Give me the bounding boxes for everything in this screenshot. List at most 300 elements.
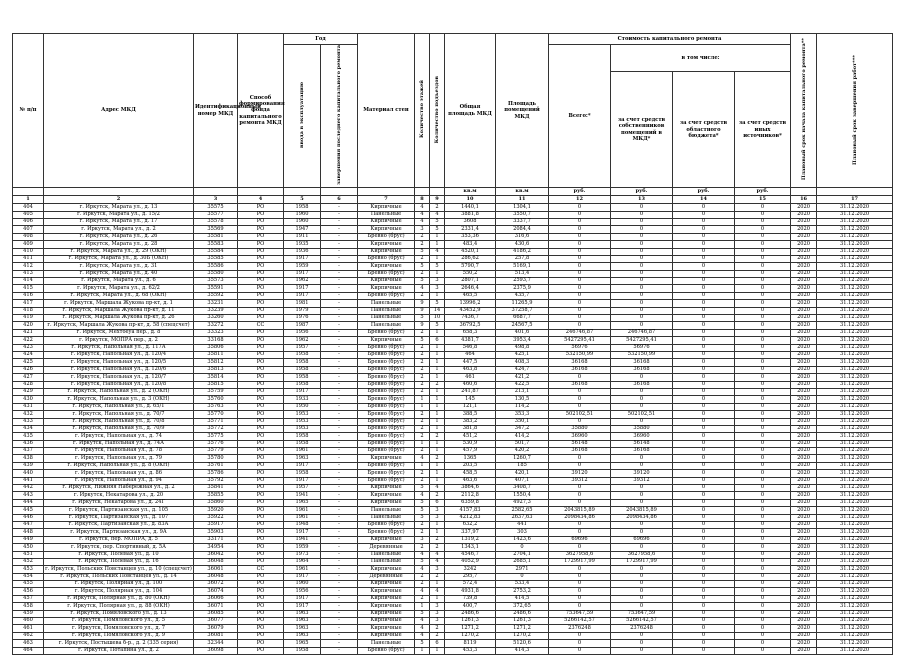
row-id: 35771 xyxy=(194,418,238,425)
row-other-funds: 0 xyxy=(735,492,791,499)
row-other-funds: 0 xyxy=(735,440,791,447)
row-year-built: 1917 xyxy=(284,270,321,277)
row-wall-material: Панельные xyxy=(358,514,415,521)
row-entrances: 3 xyxy=(430,610,445,617)
row-premises-area: 3408,7 xyxy=(496,485,549,492)
header-year-last-repair: завершения последнего капитального ремонта xyxy=(321,45,358,188)
header-other-funds: за счет средств иных источников* xyxy=(735,72,791,188)
column-number: 17 xyxy=(817,196,893,204)
row-id: 36061 xyxy=(194,566,238,573)
row-fund-method: РО xyxy=(238,300,284,307)
row-wall-material: Бревно (брус) xyxy=(358,381,415,388)
row-floors: 2 xyxy=(415,381,430,388)
row-id: 32344 xyxy=(194,640,238,647)
row-year-built: 1981 xyxy=(284,300,321,307)
row-floors: 2 xyxy=(415,433,430,440)
row-floors: 1 xyxy=(415,403,430,410)
row-wall-material: Кирпичные xyxy=(358,337,415,344)
row-wall-material: Кирпичные xyxy=(358,241,415,248)
row-planned-end: 31.12.2020 xyxy=(817,344,893,351)
row-regional-funds: 0 xyxy=(673,285,735,292)
row-entrances: 4 xyxy=(430,211,445,218)
row-year-built: 1957 xyxy=(284,344,321,351)
row-entrances: 3 xyxy=(430,285,445,292)
row-year-built: 1959 xyxy=(284,544,321,551)
row-owners-funds: 3627958,6 xyxy=(611,551,673,558)
row-id: 35806 xyxy=(194,344,238,351)
row-regional-funds: 0 xyxy=(673,278,735,285)
row-premises-area: 2084,4 xyxy=(496,226,549,233)
row-entrances: 1 xyxy=(430,647,445,654)
row-regional-funds: 0 xyxy=(673,573,735,580)
header-floors: Количество этажей xyxy=(415,34,430,188)
row-address: г. Иркутск, Потапина ул., д. 2 xyxy=(44,647,194,654)
row-owners-funds: 0 xyxy=(611,248,673,255)
table-row xyxy=(13,499,893,506)
row-floors: 5 xyxy=(415,514,430,521)
row-wall-material: Кирпичные xyxy=(358,285,415,292)
row-total-area: 460,6 xyxy=(445,381,496,388)
row-wall-material: Кирпичные xyxy=(358,603,415,610)
row-address: г. Иркутск, Марата ул., д. 28 xyxy=(44,241,194,248)
row-total-area: 400,7 xyxy=(445,603,496,610)
row-wall-material: Кирпичные xyxy=(358,588,415,595)
row-id: 33171 xyxy=(194,536,238,543)
row-total-area: 530,9 xyxy=(445,440,496,447)
row-entrances: 5 xyxy=(430,226,445,233)
row-id: 36077 xyxy=(194,618,238,625)
table-row xyxy=(13,241,893,248)
row-total-cost: 1729917,99 xyxy=(549,558,611,565)
row-address: г. Иркутск, Полевая ул., д. 16 xyxy=(44,558,194,565)
row-number: 409 xyxy=(13,241,44,248)
row-entrances: 1 xyxy=(430,233,445,240)
row-address: г. Иркутск, Помяловского ул., д. 9 xyxy=(44,632,194,639)
row-regional-funds: 0 xyxy=(673,529,735,536)
column-number: 11 xyxy=(496,196,549,204)
header-num: № п/п xyxy=(13,34,44,188)
row-planned-end: 31.12.2020 xyxy=(817,307,893,314)
row-floors: 5 xyxy=(415,263,430,270)
row-owners-funds: 0 xyxy=(611,455,673,462)
row-total-cost: 0 xyxy=(549,492,611,499)
row-fund-method: РО xyxy=(238,507,284,514)
row-id: 35580 xyxy=(194,270,238,277)
row-address: г. Иркутск, Напольная ул., д. 120/7 xyxy=(44,374,194,381)
row-other-funds: 0 xyxy=(735,581,791,588)
row-wall-material: Кирпичные xyxy=(358,536,415,543)
row-fund-method: РО xyxy=(238,514,284,521)
row-regional-funds: 0 xyxy=(673,263,735,270)
row-planned-end: 31.12.2020 xyxy=(817,204,893,211)
row-total-cost: 0 xyxy=(549,218,611,225)
row-id: 35584 xyxy=(194,248,238,255)
row-planned-start: 2020 xyxy=(791,255,817,262)
row-number: 419 xyxy=(13,315,44,322)
table-row xyxy=(13,366,893,373)
row-fund-method: РО xyxy=(238,285,284,292)
row-planned-end: 31.12.2020 xyxy=(817,381,893,388)
row-other-funds: 0 xyxy=(735,485,791,492)
row-address: г. Иркутск, Полярная ул., д. 104 xyxy=(44,588,194,595)
row-entrances: 2 xyxy=(430,536,445,543)
row-regional-funds: 0 xyxy=(673,507,735,514)
row-address: г. Иркутск, Помяловского ул., д. 5 xyxy=(44,618,194,625)
row-total-cost: 0 xyxy=(549,573,611,580)
table-row xyxy=(13,492,893,499)
row-fund-method: РО xyxy=(238,204,284,211)
row-year-built: 1917 xyxy=(284,462,321,469)
row-total-area: 381,8 xyxy=(445,425,496,432)
row-planned-end: 31.12.2020 xyxy=(817,315,893,322)
row-address: г. Иркутск, Полярная ул., д. 80 (ОКН) xyxy=(44,595,194,602)
row-number: 447 xyxy=(13,521,44,528)
row-total-area: 3864,6 xyxy=(445,485,496,492)
column-number: 4 xyxy=(238,196,284,204)
row-planned-start: 2020 xyxy=(791,344,817,351)
row-year-repair: - xyxy=(321,618,358,625)
row-owners-funds: 0 xyxy=(611,632,673,639)
row-year-repair: - xyxy=(321,529,358,536)
row-total-area: 121,1 xyxy=(445,403,496,410)
row-entrances: 1 xyxy=(430,581,445,588)
row-regional-funds: 0 xyxy=(673,536,735,543)
row-entrances: 1 xyxy=(430,270,445,277)
row-premises-area: 1260,7 xyxy=(496,455,549,462)
row-floors: 2 xyxy=(415,477,430,484)
row-total-cost: 0 xyxy=(549,307,611,314)
row-owners-funds: 2043815,89 xyxy=(611,507,673,514)
row-premises-area: 353,3 xyxy=(496,411,549,418)
row-address: г. Иркутск, Напольная ул., д. 94 xyxy=(44,477,194,484)
row-total-area: 353,36 xyxy=(445,233,496,240)
row-planned-end: 31.12.2020 xyxy=(817,396,893,403)
row-fund-method: РО xyxy=(238,603,284,610)
row-number: 448 xyxy=(13,529,44,536)
row-wall-material: Панельные xyxy=(358,322,415,329)
row-planned-start: 2020 xyxy=(791,300,817,307)
row-year-repair: - xyxy=(321,241,358,248)
row-regional-funds: 0 xyxy=(673,329,735,336)
row-other-funds: 0 xyxy=(735,425,791,432)
row-planned-end: 31.12.2020 xyxy=(817,536,893,543)
row-floors: 4 xyxy=(415,211,430,218)
column-number: 16 xyxy=(791,196,817,204)
row-address: г. Иркутск, Польских Повстанцев ул., д. 14 xyxy=(44,573,194,580)
row-year-built: 1911 xyxy=(284,233,321,240)
row-fund-method: РО xyxy=(238,640,284,647)
row-number: 430 xyxy=(13,396,44,403)
row-wall-material: Бревно (брус) xyxy=(358,418,415,425)
table-row xyxy=(13,270,893,277)
row-planned-end: 31.12.2020 xyxy=(817,322,893,329)
row-address: г. Иркутск, Полевая ул., д. 10 xyxy=(44,551,194,558)
row-owners-funds: 0 xyxy=(611,270,673,277)
row-planned-end: 31.12.2020 xyxy=(817,499,893,506)
row-regional-funds: 0 xyxy=(673,566,735,573)
row-year-built: 1962 xyxy=(284,278,321,285)
row-planned-end: 31.12.2020 xyxy=(817,329,893,336)
row-floors: 5 xyxy=(415,278,430,285)
row-fund-method: РО xyxy=(238,218,284,225)
row-premises-area: 1550,4 xyxy=(496,492,549,499)
row-total-cost: 0 xyxy=(549,455,611,462)
row-planned-start: 2020 xyxy=(791,610,817,617)
row-year-built: 1987 xyxy=(284,322,321,329)
row-planned-end: 31.12.2020 xyxy=(817,374,893,381)
row-year-repair: - xyxy=(321,337,358,344)
row-total-area: 1365 xyxy=(445,455,496,462)
row-premises-area: 435,7 xyxy=(496,292,549,299)
row-id: 35770 xyxy=(194,411,238,418)
row-total-area: 465,5 xyxy=(445,292,496,299)
header-including: в том числе: xyxy=(611,45,791,72)
row-premises-area: 2971 xyxy=(496,566,549,573)
row-regional-funds: 0 xyxy=(673,492,735,499)
row-year-repair: - xyxy=(321,647,358,654)
row-floors: 4 xyxy=(415,204,430,211)
row-total-cost: 35880 xyxy=(549,425,611,432)
row-floors: 5 xyxy=(415,499,430,506)
row-entrances: 1 xyxy=(430,241,445,248)
column-number: 9 xyxy=(430,196,445,204)
row-year-repair: - xyxy=(321,396,358,403)
row-year-repair: - xyxy=(321,470,358,477)
row-entrances: 2 xyxy=(430,381,445,388)
row-wall-material: Бревно (брус) xyxy=(358,403,415,410)
row-id: 35573 xyxy=(194,278,238,285)
row-floors: 5 xyxy=(415,315,430,322)
row-number: 435 xyxy=(13,433,44,440)
row-number: 445 xyxy=(13,507,44,514)
row-floors: 2 xyxy=(415,595,430,602)
row-fund-method: РО xyxy=(238,440,284,447)
row-address: г. Иркутск, Постышева б-р., д. 2 (335 серия) xyxy=(44,640,194,647)
row-regional-funds: 0 xyxy=(673,211,735,218)
row-number: 452 xyxy=(13,558,44,565)
row-entrances: 5 xyxy=(430,263,445,270)
row-wall-material: Бревно (брус) xyxy=(358,462,415,469)
row-id: 35577 xyxy=(194,211,238,218)
row-wall-material: Кирпичные xyxy=(358,618,415,625)
row-regional-funds: 0 xyxy=(673,433,735,440)
row-planned-end: 31.12.2020 xyxy=(817,448,893,455)
row-regional-funds: 0 xyxy=(673,625,735,632)
row-planned-start: 2020 xyxy=(791,322,817,329)
row-planned-start: 2020 xyxy=(791,485,817,492)
row-owners-funds: 0 xyxy=(611,647,673,654)
row-premises-area: 424,7 xyxy=(496,366,549,373)
row-year-repair: - xyxy=(321,521,358,528)
row-id: 35763 xyxy=(194,403,238,410)
row-premises-area: 407,1 xyxy=(496,477,549,484)
row-owners-funds: 0 xyxy=(611,521,673,528)
row-premises-area: 24567,5 xyxy=(496,322,549,329)
row-wall-material: Бревно (брус) xyxy=(358,448,415,455)
row-year-repair: - xyxy=(321,448,358,455)
row-other-funds: 0 xyxy=(735,388,791,395)
row-planned-end: 31.12.2020 xyxy=(817,233,893,240)
header-total-area: Общая площадь МКД xyxy=(445,34,496,188)
row-planned-end: 31.12.2020 xyxy=(817,425,893,432)
row-fund-method: РО xyxy=(238,396,284,403)
row-wall-material: Панельные xyxy=(358,300,415,307)
row-premises-area: 2704,1 xyxy=(496,551,549,558)
row-id: 35569 xyxy=(194,226,238,233)
row-year-repair: - xyxy=(321,218,358,225)
column-number: 8 xyxy=(415,196,430,204)
row-total-cost: 36168 xyxy=(549,448,611,455)
row-wall-material: Бревно (брус) xyxy=(358,433,415,440)
row-id: 35585 xyxy=(194,255,238,262)
row-planned-end: 31.12.2020 xyxy=(817,388,893,395)
row-total-area: 1440,1 xyxy=(445,204,496,211)
row-total-cost: 0 xyxy=(549,292,611,299)
row-number: 432 xyxy=(13,411,44,418)
row-address: г. Иркутск, Напольная ул., д. 120/8 xyxy=(44,381,194,388)
row-wall-material: Панельные xyxy=(358,507,415,514)
row-owners-funds: 532150,99 xyxy=(611,351,673,358)
column-number: 3 xyxy=(194,196,238,204)
row-total-cost: 56148 xyxy=(549,440,611,447)
row-planned-start: 2020 xyxy=(791,359,817,366)
table-row xyxy=(13,329,893,336)
row-address: г. Иркутск, пер. МОПРА, д. 5 xyxy=(44,536,194,543)
row-planned-end: 31.12.2020 xyxy=(817,433,893,440)
row-planned-end: 31.12.2020 xyxy=(817,255,893,262)
row-other-funds: 0 xyxy=(735,300,791,307)
row-total-cost: 0 xyxy=(549,211,611,218)
row-year-built: 1958 xyxy=(284,470,321,477)
row-number: 438 xyxy=(13,455,44,462)
row-regional-funds: 0 xyxy=(673,411,735,418)
row-other-funds: 0 xyxy=(735,351,791,358)
row-address: г. Иркутск, Напольная ул., д. 78 xyxy=(44,448,194,455)
table-row xyxy=(13,462,893,469)
table-row xyxy=(13,396,893,403)
row-id: 35592 xyxy=(194,292,238,299)
row-floors: 1 xyxy=(415,647,430,654)
row-total-cost: 0 xyxy=(549,499,611,506)
row-id: 33260 xyxy=(194,315,238,322)
row-total-area: 1319,2 xyxy=(445,536,496,543)
table-row xyxy=(13,507,893,514)
table-row xyxy=(13,581,893,588)
row-wall-material: Бревно (брус) xyxy=(358,374,415,381)
table-body xyxy=(13,204,893,655)
row-regional-funds: 0 xyxy=(673,322,735,329)
row-wall-material: Кирпичные xyxy=(358,455,415,462)
row-planned-end: 31.12.2020 xyxy=(817,263,893,270)
row-regional-funds: 0 xyxy=(673,292,735,299)
row-entrances: 5 xyxy=(430,322,445,329)
row-wall-material: Панельные xyxy=(358,307,415,314)
row-address: г. Иркутск, Напольная ул., д. 120/6 xyxy=(44,366,194,373)
row-entrances: 2 xyxy=(430,632,445,639)
row-fund-method: РО xyxy=(238,462,284,469)
row-total-cost: 0 xyxy=(549,374,611,381)
row-owners-funds: 2376248 xyxy=(611,625,673,632)
row-year-repair: - xyxy=(321,233,358,240)
row-fund-method: РО xyxy=(238,455,284,462)
row-year-repair: - xyxy=(321,204,358,211)
row-fund-method: РО xyxy=(238,226,284,233)
row-fund-method: РО xyxy=(238,521,284,528)
row-fund-method: РО xyxy=(238,588,284,595)
row-fund-method: РО xyxy=(238,337,284,344)
row-owners-funds: 0 xyxy=(611,581,673,588)
row-other-funds: 0 xyxy=(735,433,791,440)
row-premises-area: 513,4 xyxy=(496,270,549,277)
row-year-repair: - xyxy=(321,573,358,580)
row-number: 418 xyxy=(13,307,44,314)
row-fund-method: РО xyxy=(238,448,284,455)
table-row xyxy=(13,610,893,617)
row-fund-method: РО xyxy=(238,573,284,580)
row-entrances: 1 xyxy=(430,329,445,336)
row-number: 446 xyxy=(13,514,44,521)
row-regional-funds: 0 xyxy=(673,374,735,381)
row-year-built: 1917 xyxy=(284,388,321,395)
row-number: 421 xyxy=(13,329,44,336)
row-floors: 4 xyxy=(415,218,430,225)
row-entrances: 1 xyxy=(430,425,445,432)
row-fund-method: РО xyxy=(238,425,284,432)
row-total-cost: 36168 xyxy=(549,359,611,366)
row-address: г. Иркутск, Мехтоеуа пер., д. 8 xyxy=(44,329,194,336)
row-year-built: 1963 xyxy=(284,610,321,617)
row-regional-funds: 0 xyxy=(673,248,735,255)
row-number: 444 xyxy=(13,499,44,506)
row-planned-end: 31.12.2020 xyxy=(817,640,893,647)
row-total-area: 3881,8 xyxy=(445,211,496,218)
row-fund-method: РО xyxy=(238,270,284,277)
row-number: 463 xyxy=(13,640,44,647)
row-planned-end: 31.12.2020 xyxy=(817,285,893,292)
row-fund-method: РО xyxy=(238,470,284,477)
row-year-built: 1953 xyxy=(284,411,321,418)
row-year-repair: - xyxy=(321,640,358,647)
row-total-area: 632,2 xyxy=(445,521,496,528)
row-total-cost: 36960 xyxy=(549,433,611,440)
row-total-area: 464 xyxy=(445,351,496,358)
row-planned-end: 31.12.2020 xyxy=(817,418,893,425)
row-other-funds: 0 xyxy=(735,566,791,573)
row-total-area: 461 xyxy=(445,374,496,381)
row-entrances: 1 xyxy=(430,374,445,381)
row-other-funds: 0 xyxy=(735,292,791,299)
row-year-built: 1917 xyxy=(284,573,321,580)
row-owners-funds: 753647,59 xyxy=(611,610,673,617)
row-wall-material: Панельные xyxy=(358,640,415,647)
row-fund-method: РО xyxy=(238,544,284,551)
row-planned-end: 31.12.2020 xyxy=(817,507,893,514)
row-year-built: 1958 xyxy=(284,204,321,211)
row-year-built: 1917 xyxy=(284,292,321,299)
row-year-repair: - xyxy=(321,588,358,595)
row-number: 405 xyxy=(13,211,44,218)
row-fund-method: РО xyxy=(238,344,284,351)
row-planned-start: 2020 xyxy=(791,566,817,573)
row-owners-funds: 0 xyxy=(611,322,673,329)
table-row xyxy=(13,544,893,551)
row-fund-method: РО xyxy=(238,315,284,322)
row-total-area: 458,5 xyxy=(445,470,496,477)
row-other-funds: 0 xyxy=(735,241,791,248)
row-fund-method: РО xyxy=(238,418,284,425)
row-owners-funds: 36168 xyxy=(611,359,673,366)
row-year-repair: - xyxy=(321,558,358,565)
